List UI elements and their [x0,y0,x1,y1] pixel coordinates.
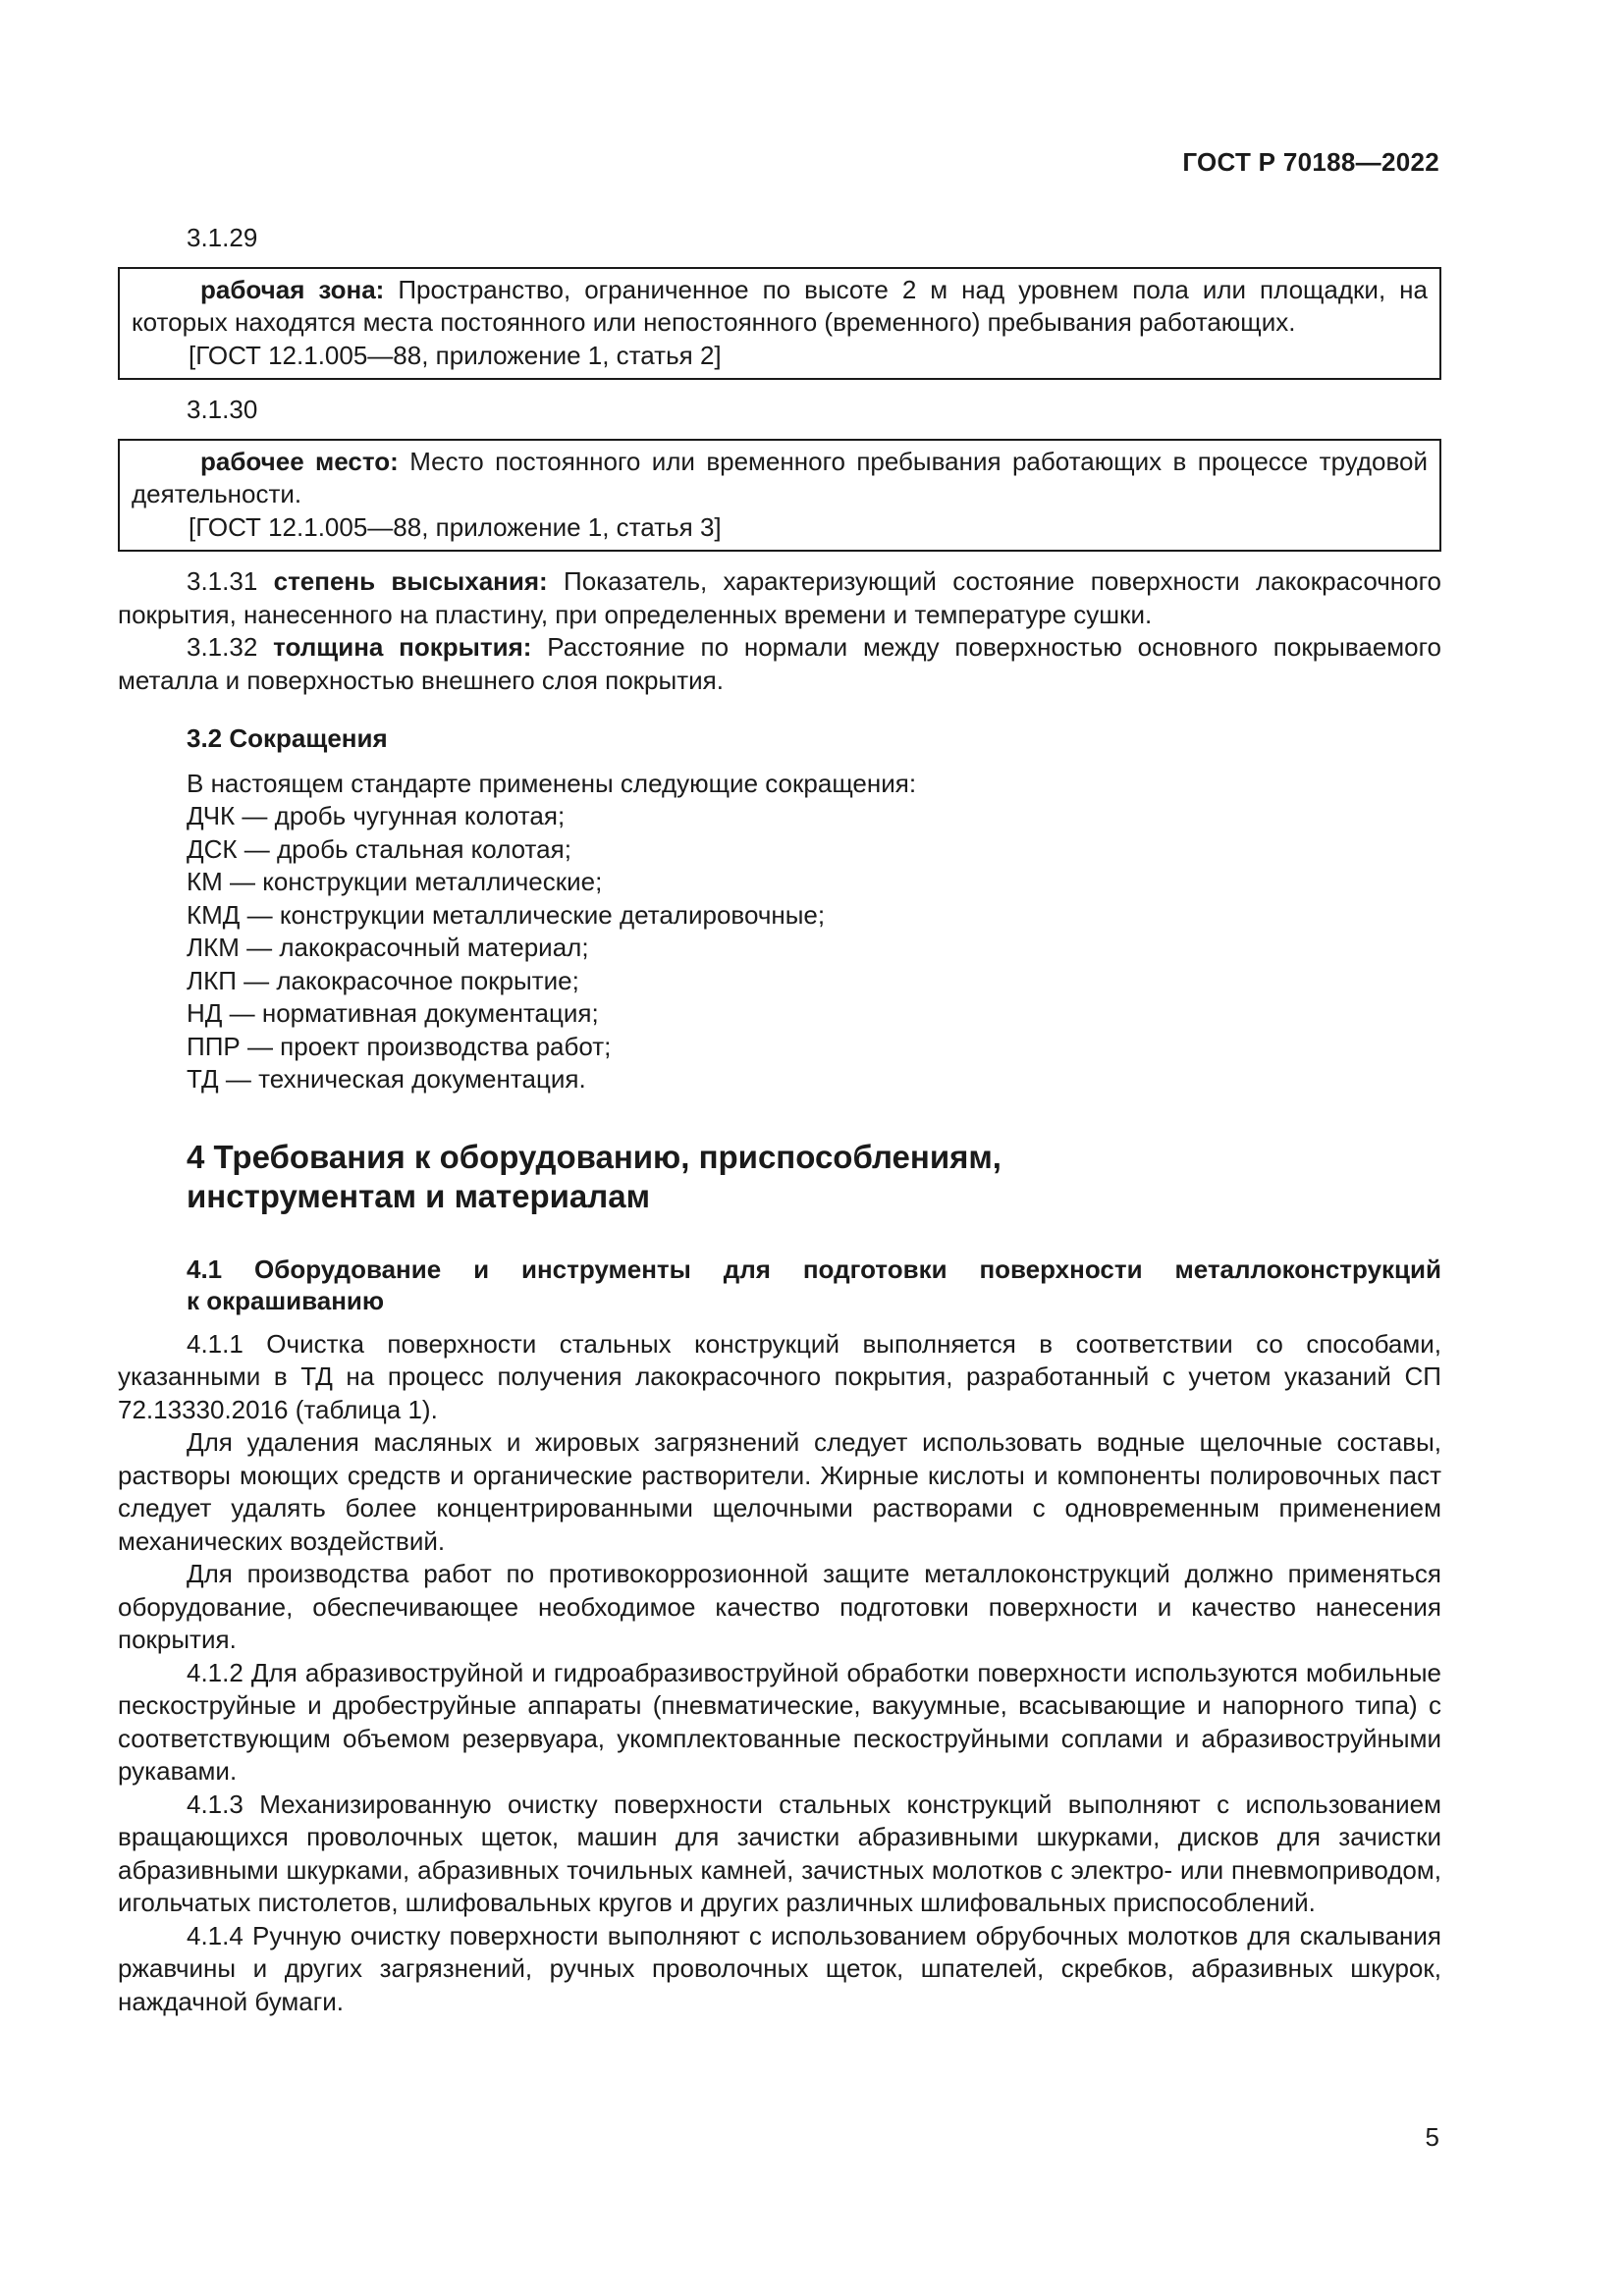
definition-paragraph [118,565,1441,631]
section-heading: 3.2 Сокращения [187,723,388,753]
subsection-heading [187,1254,1441,1316]
body-paragraph: Для удаления масляных и жировых загрязнений следует использовать водные щелочные составы, растворы моющих средств и органические растворители. Жирные кислоты и компоненты полировочных паст следует удалять более концентрированными щелочными растворами с одновременным применением механических воздействий. [118,1427,1441,1556]
abbreviation-item: ЛКМ — лакокрасочный материал; [187,933,589,962]
definition-body: Расстояние по нормали между поверхностью основного покрываемого металла и поверхностью внешнего слоя покрытия. [118,632,1441,695]
definition-text [132,274,1428,340]
abbreviation-item: ДСК — дробь стальная колотая; [187,833,571,864]
abbreviation-intro: В настоящем стандарте применены следующие сокращения: [187,768,917,798]
abbreviation-item: КМ — конструкции металлические; [187,867,603,896]
definition-term: толщина покрытия: [273,632,532,662]
abbreviation-item: КМД — конструкции металлические деталировочные; [187,899,826,930]
clause-number: 3.1.31 [187,566,258,596]
abbreviation-item: ЛКП — лакокрасочное покрытие; [187,965,579,995]
clause-number: 3.1.29 [187,223,258,252]
definition-reference: [ГОСТ 12.1.005—88, приложение 1, статья 3] [189,511,722,542]
clause-number: 3.1.30 [187,395,258,424]
definition-term: степень высыхания: [273,566,548,596]
chapter-heading-line: 4 Требования к оборудованию, приспособлениям, [187,1138,1001,1175]
definition-text [132,446,1428,511]
chapter-heading [187,1138,1441,1216]
abbreviation-item: НД — нормативная документация; [187,998,599,1028]
chapter-heading-line: инструментам и материалам [187,1177,650,1214]
definition-term: рабочая зона: [200,274,385,304]
definition-reference: [ГОСТ 12.1.005—88, приложение 1, статья 2] [189,340,722,370]
abbreviation-item: ТД — техническая документация. [187,1064,586,1094]
standard-id: ГОСТ Р 70188—2022 [1182,147,1439,177]
abbreviation-item: ППР — проект производства работ; [187,1031,612,1061]
definition-body: Показатель, характеризующий состояние поверхности лакокрасочного покрытия, нанесенного на пластину, при определенных времени и температуре сушки. [118,566,1441,629]
definition-box [118,267,1441,381]
body-paragraph: Для производства работ по противокоррозионной защите металлоконструкций должно применяться оборудование, обеспечивающее необходимое качество подготовки поверхности и качество нанесения покрытия. [118,1559,1441,1654]
page-content [118,222,1441,2018]
subsection-heading-line: к окрашиванию [187,1285,385,1315]
definition-paragraph [118,631,1441,697]
body-paragraph: 4.1.1 Очистка поверхности стальных конструкций выполняется в соответствии со способами, указанными в ТД на процесс получения лакокрасочного покрытия, разработанный с учетом указаний СП 72.13330.2016 (таблица 1). [118,1328,1441,1424]
definition-term: рабочее место: [200,446,399,476]
clause-number: 3.1.32 [187,632,258,662]
body-paragraph: 4.1.4 Ручную очистку поверхности выполняют с использованием обрубочных молотков для скалывания ржавчины и других загрязнений, ручных проволочных щеток, шпателей, скребков, абразивных шкурок, наждачной бумаги. [118,1920,1441,2016]
definition-body: Место постоянного или временного пребывания работающих в процессе трудовой деятельности. [132,446,1429,508]
definition-box [118,439,1441,553]
abbreviation-item: ДЧК — дробь чугунная колотая; [187,801,566,830]
abbreviation-list [187,768,1441,1096]
page-number: 5 [1425,2122,1439,2152]
body-paragraph: 4.1.3 Механизированную очистку поверхности стальных конструкций выполняют с использованием вращающихся проволочных щеток, машин для зачистки абразивными шкурками, дисков для зачистки абразивными шкурками, абразивных точильных камней, зачистных молотков с электро- или пневмоприводом, игольчатых пистолетов, шлифовальных кругов и других различных шлифовальных приспособлений. [118,1789,1441,1917]
definition-body: Пространство, ограниченное по высоте 2 м над уровнем пола или площадки, на которых находятся места постоянного или непостоянного (временного) пребывания работающих. [132,274,1428,337]
subsection-heading-line: 4.1 Оборудование и инструменты для подготовки поверхности металлоконструкций [187,1254,1441,1284]
body-paragraph: 4.1.2 Для абразивоструйной и гидроабразивоструйной обработки поверхности используются мобильные пескоструйные и дробеструйные аппараты (пневматические, вакуумные, всасывающие и напорного типа) с соответствующим объемом резервуара, укомплектованные пескоструйными соплами и абразивоструйными рукавами. [118,1657,1441,1786]
